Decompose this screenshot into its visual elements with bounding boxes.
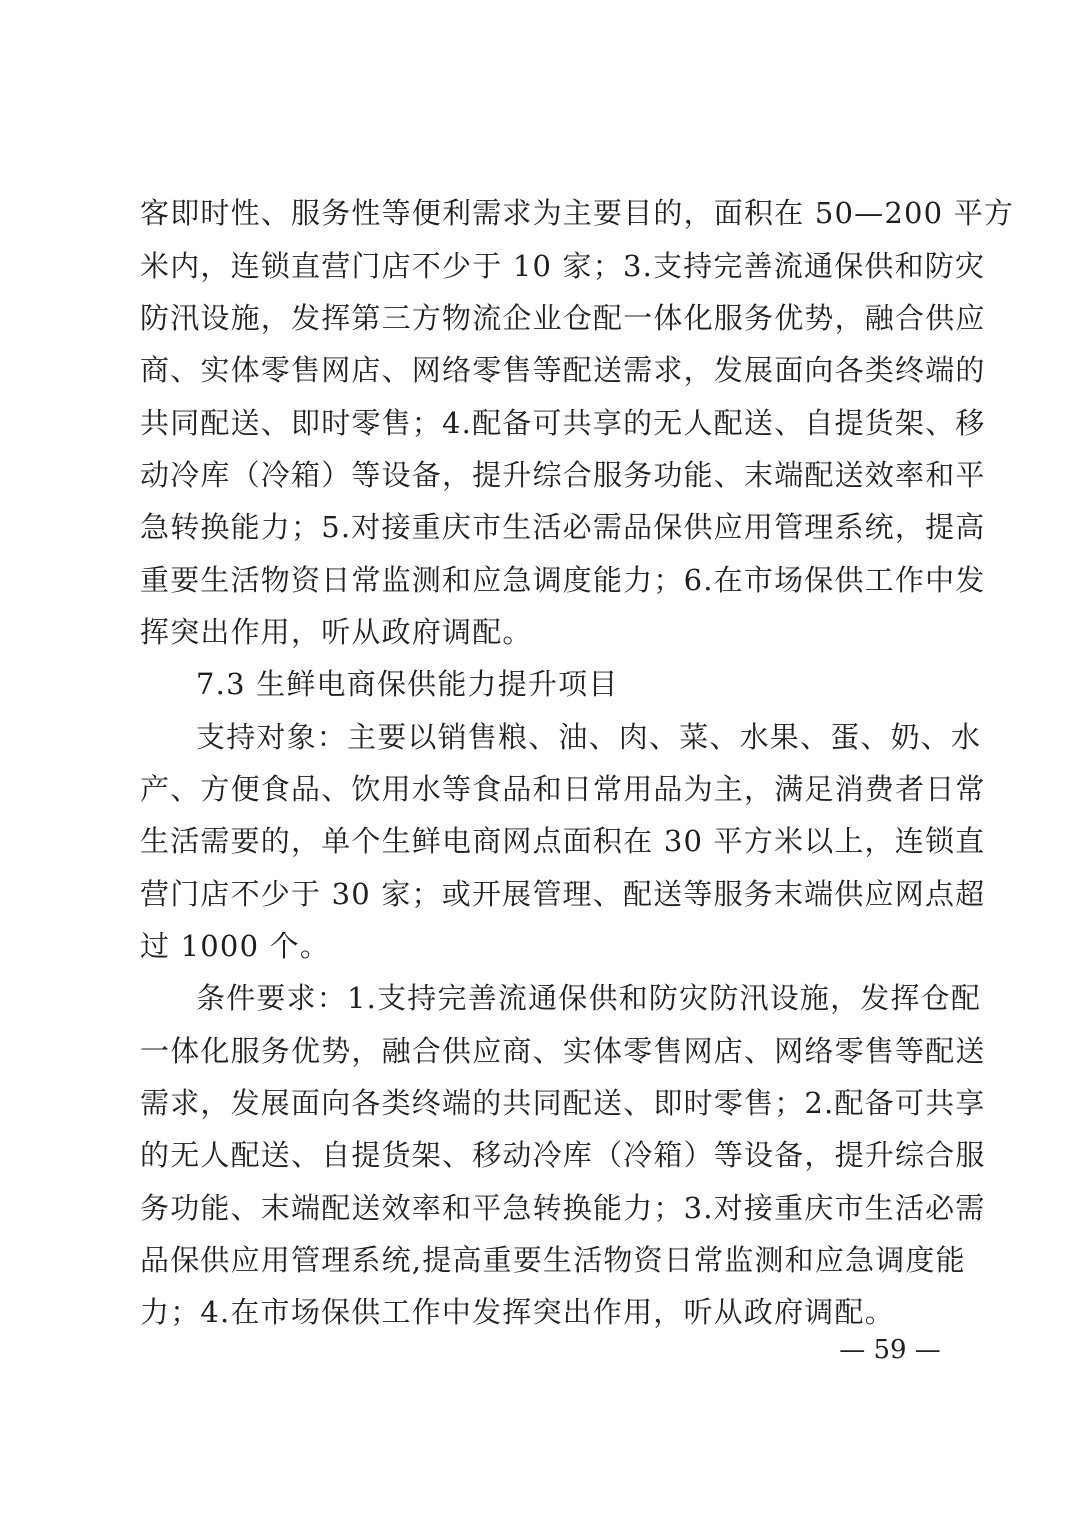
body-text-line: 一体化服务优势，融合供应商、实体零售网店、网络零售等配送	[140, 1034, 986, 1068]
body-text-line: 产、方便食品、饮用水等食品和日常用品为主，满足消费者日常	[140, 772, 986, 806]
body-text-line: 生活需要的，单个生鲜电商网点面积在 30 平方米以上，连锁直	[140, 824, 986, 858]
body-text-line: 动冷库（冷箱）等设备，提升综合服务功能、末端配送效率和平	[140, 458, 986, 492]
section-heading: 7.3 生鲜电商保供能力提升项目	[196, 667, 619, 701]
body-text-line: 防汛设施，发挥第三方物流企业仓配一体化服务优势，融合供应	[140, 301, 986, 335]
body-text-line: 过 1000 个。	[140, 929, 331, 963]
body-text-line: 客即时性、服务性等便利需求为主要目的，面积在 50—200 平方	[140, 196, 1015, 230]
body-text-line: 急转换能力；5.对接重庆市生活必需品保供应用管理系统，提高	[140, 510, 986, 544]
body-text-line: 品保供应用管理系统,提高重要生活物资日常监测和应急调度能	[140, 1243, 966, 1277]
body-text-line: 需求，发展面向各类终端的共同配送、即时零售；2.配备可共享	[140, 1086, 986, 1120]
body-text-line: 营门店不少于 30 家；或开展管理、配送等服务末端供应网点超	[140, 877, 986, 911]
body-text-line: 挥突出作用，听从政府调配。	[140, 615, 533, 649]
page-number: — 59 —	[839, 1335, 941, 1365]
paragraph-first-line: 支持对象：主要以销售粮、油、肉、菜、水果、蛋、奶、水	[196, 720, 982, 754]
body-text-line: 商、实体零售网店、网络零售等配送需求，发展面向各类终端的	[140, 353, 986, 387]
body-text-line: 务功能、末端配送效率和平急转换能力；3.对接重庆市生活必需	[140, 1191, 986, 1225]
body-text-line: 共同配送、即时零售；4.配备可共享的无人配送、自提货架、移	[140, 406, 986, 440]
body-text-line: 米内，连锁直营门店不少于 10 家；3.支持完善流通保供和防灾	[140, 249, 986, 283]
body-text-line: 的无人配送、自提货架、移动冷库（冷箱）等设备，提升综合服	[140, 1138, 986, 1172]
body-text-line: 力；4.在市场保供工作中发挥突出作用，听从政府调配。	[140, 1295, 895, 1329]
body-text-line: 重要生活物资日常监测和应急调度能力；6.在市场保供工作中发	[140, 563, 986, 597]
paragraph-first-line: 条件要求：1.支持完善流通保供和防灾防汛设施，发挥仓配	[196, 981, 982, 1015]
